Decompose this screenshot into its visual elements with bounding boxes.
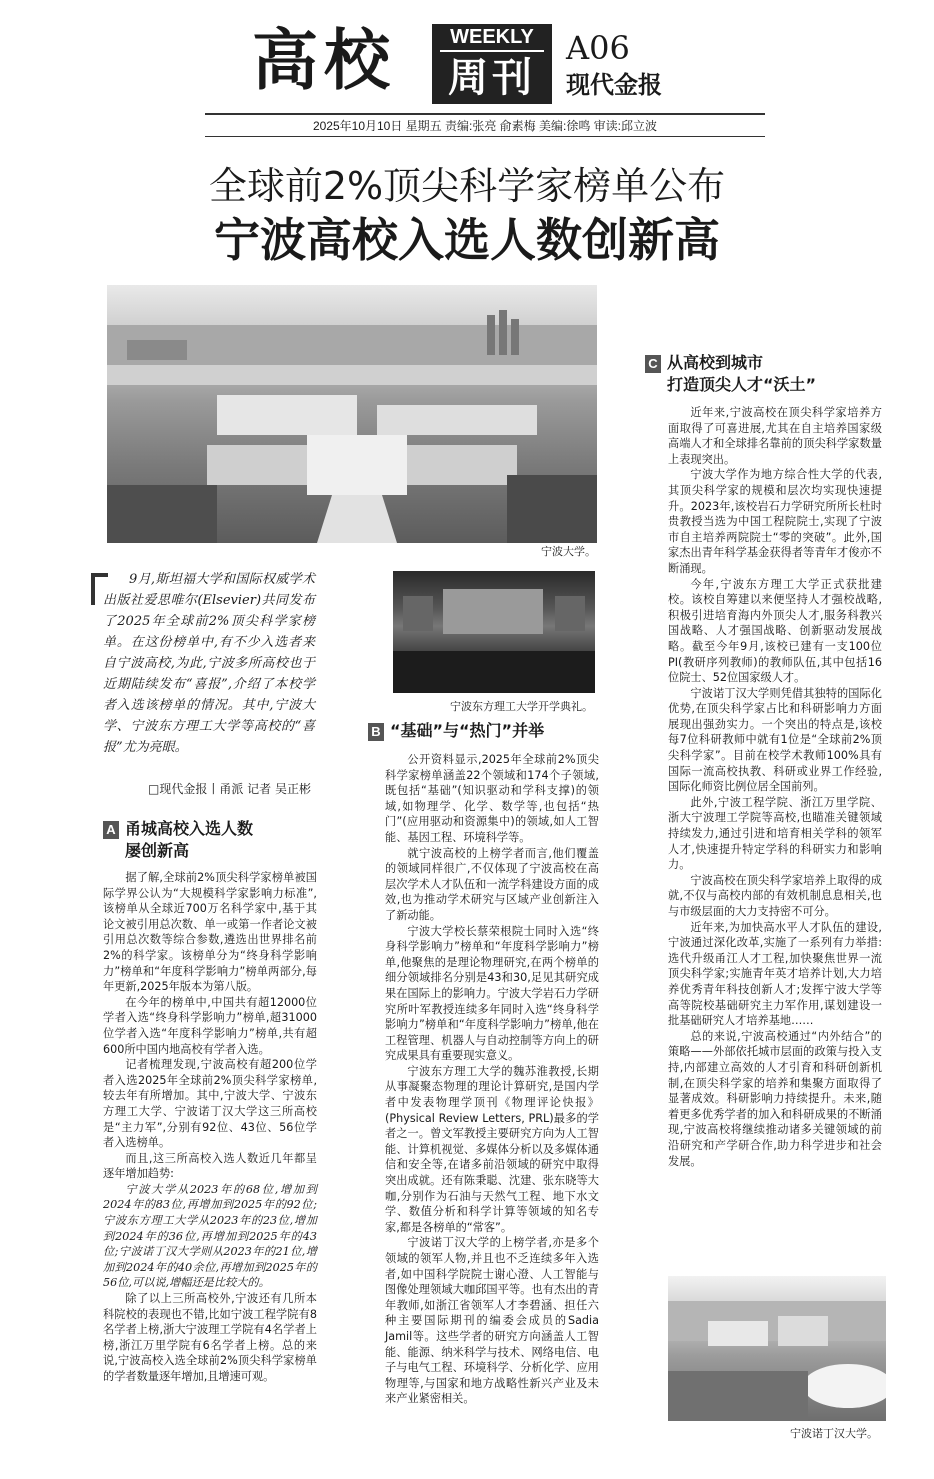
weekly-cn-label: 周刊 xyxy=(448,54,536,101)
section-b-letter: B xyxy=(368,723,384,741)
section-b-paragraph: 宁波东方理工大学的魏苏淮教授,长期从事凝聚态物理的理论计算研究,是国内学者中发表物理学顶刊《物理评论快报》(Physical Review Letters, PRL)最多的学者之一。曾文军教授主要研究方向为人工智能、计算机视觉、多媒体分析以及多媒体通信和安全等,在诸多前沿领域的研究中取得突出成就。还有陈秉聪、沈建、张东晓等大咖,分别作为石油与天然气工程、地下水文学、数值分析和科学计算等领域的知名专家,都是各榜单的“常客”。 xyxy=(385,1064,599,1234)
section-a-title-1: 甬城高校入选人数 xyxy=(125,819,254,838)
divider xyxy=(205,113,765,115)
section-a-letter: A xyxy=(103,821,119,839)
section-a-paragraph: 记者梳理发现,宁波高校有超200位学者入选2025年全球前2%顶尖科学家榜单,较去年有所增加。其中,宁波大学、宁波东方理工大学、宁波诺丁汉大学这三所高校是“主力军”,分别有92位、43位、56位学者入选榜单。 xyxy=(103,1058,317,1150)
lead-paragraph: 9月,斯坦福大学和国际权威学术出版社爱思唯尔(Elsevier)共同发布了2025年全球前2%顶尖科学家榜单。在这份榜单中,有不少入选者来自宁波高校,为此,宁波多所高校也于近期陆续发布“喜报”,介绍了本校学者入选该榜单的情况。其中,宁波大学、宁波东方理工大学等高校的“喜报”尤为亮眼。 xyxy=(103,572,315,755)
masthead-title: 高校 xyxy=(252,21,396,99)
main-photo-caption: 宁波大学。 xyxy=(541,545,596,558)
section-c-paragraph: 宁波诺丁汉大学则凭借其独特的国际化优势,在顶尖科学家占比和科研影响力方面展现出强劲实力。一个突出的特点是,该校每7位科研教师中就有1位是“全球前2%顶尖科学家”。目前在校学术教师100%具有国际一流高校执教、科研或业界工作经验,国际化师资比例位居全国前列。 xyxy=(668,686,882,794)
headline-subtitle: 全球前2%顶尖科学家榜单公布 xyxy=(208,164,726,208)
section-c-paragraph: 今年,宁波东方理工大学正式获批建校。该校自筹建以来便坚持人才强校战略,积极引进培育海内外顶尖人才,服务科教兴国战略、人才强国战略、创新驱动发展战略。截至今年9月,该校已建有一支100位PI(教研序列教师)的教师队伍,其中包括16位院士、52位国家级人才。 xyxy=(668,577,882,685)
section-a-paragraph: 在今年的榜单中,中国共有超12000位学者入选“终身科学影响力”榜单,超31000位学者入选“年度科学影响力”榜单,共有超600所中国内地高校有学者入选。 xyxy=(103,995,317,1056)
section-c-paragraph: 此外,宁波工程学院、浙江万里学院、浙大宁波理工学院等高校,也瞄准关键领域持续发力,通过引进和培育相关学科的领军人才,快速提升特定学科的科研实力和影响力。 xyxy=(668,795,882,872)
ningbo-university-photo xyxy=(107,285,597,543)
campus-illustration xyxy=(668,1276,886,1421)
section-c-paragraph: 宁波高校在顶尖科学家培养上取得的成就,不仅与高校内部的有效机制息息相关,也与市级层面的大力支持密不可分。 xyxy=(668,873,882,918)
campus-aerial-illustration xyxy=(107,285,597,543)
page-number: A06 xyxy=(566,29,630,67)
divider xyxy=(205,136,765,137)
section-b-title: “基础”与“热门”并举 xyxy=(390,721,545,740)
section-c-paragraph: 近年来,宁波高校在顶尖科学家培养方面取得了可喜进展,尤其在自主培养国家级高端人才和全球排名靠前的顶尖科学家数量上表现突出。 xyxy=(668,406,882,466)
section-c-heading xyxy=(645,352,885,396)
stage-photo-caption: 宁波东方理工大学开学典礼。 xyxy=(450,700,593,713)
stage-illustration xyxy=(393,571,595,693)
section-b-paragraph: 宁波大学校长蔡荣根院士同时入选“终身科学影响力”榜单和“年度科学影响力”榜单,他聚焦的是理论物理研究,在两个榜单的细分领域排名分别是43和30,足见其研究成果在国际上的影响力。宁波大学岩石力学研究所叶军教授连续多年同时入选“终身科学影响力”榜单和“年度科学影响力”榜单,他在工程管理、机器人与自动控制等方向上的研究成果具有重要现实意义。 xyxy=(385,924,599,1063)
section-c-letter: C xyxy=(645,355,661,373)
section-a-italic-paragraph: 宁波大学从2023年的68位,增加到2024年的83位,再增加到2025年的92位;宁波东方理工大学从2023年的23位,增加到2024年的36位,再增加到2025年的43位;宁波诺丁汉大学则从2023年的21位,增加到2024年的40余位,再增加到2025年的56位,可以说,增幅还是比较大的。 xyxy=(103,1182,317,1290)
section-c-paragraph: 近年来,为加快高水平人才队伍的建设,宁波通过深化改革,实施了一系列有力举措:选代升级甬江人才工程,加快聚焦世界一流顶尖科学家;实施青年英才培养计划,大力培养优秀青年科技创新人才;发挥宁波大学等高等院校基础研究主力军作用,谋划建设一批基础研究人才培养基地…… xyxy=(668,920,882,1028)
section-b-paragraph: 宁波诺丁汉大学的上榜学者,亦是多个领域的领军人物,并且也不乏连续多年入选者,如中国科学院院士谢心澄、人工智能与图像处理领域大咖邱国平等。也有杰出的青年教师,如浙江省领军人才李碧涵、担任六种主要国际期刊的编委会成员的Sadia Jamil等。这些学者的研究方向涵盖人工智能、能源、纳米科学与技术、网络电信、电子与电气工程、环境科学、分析化学、应用物理等,与国家和地方战略性新兴产业及未来产业紧密相关。 xyxy=(385,1236,599,1406)
headline-title: 宁波高校入选人数创新高 xyxy=(214,213,720,267)
section-a-body xyxy=(103,870,317,1385)
issue-info: 2025年10月10日 星期五 责编:张亮 俞素梅 美编:徐鸣 审读:邱立波 xyxy=(312,119,658,133)
section-a-paragraph: 据了解,全球前2%顶尖科学家榜单被国际学界公认为“大规模科学家影响力标准”,该榜单从全球近700万名科学家中,基于其论文被引用总次数、单一或第一作者论文被引用总次数等综合参数,遴选出世界排名前2%的科学家。该榜单分为“终身科学影响力”榜单和“年度科学影响力”榜单两部分,每年更新,2025年版本为第八版。 xyxy=(103,871,317,994)
opening-ceremony-photo xyxy=(393,571,595,693)
section-c-title-2: 打造顶尖人才“沃土” xyxy=(667,375,817,394)
section-b-heading xyxy=(368,720,598,742)
section-a-title-2: 屡创新高 xyxy=(125,841,190,860)
weekly-badge xyxy=(432,24,552,104)
campus-photo-caption: 宁波诺丁汉大学。 xyxy=(790,1427,878,1440)
paper-name: 现代金报 xyxy=(566,70,662,99)
section-a-paragraph: 而且,这三所高校入选人数近几年都呈逐年增加趋势: xyxy=(103,1151,317,1181)
section-b-paragraph: 公开资料显示,2025年全球前2%顶尖科学家榜单涵盖22个领域和174个子领域,既包括“基础”(知识驱动和学科支撑)的领域,如物理学、化学、数学等,也包括“热门”(应用驱动和资源集中)的领域,如人工智能、基因工程、环境科学等。 xyxy=(385,753,599,844)
section-c-paragraph: 宁波大学作为地方综合性大学的代表,其顶尖科学家的规模和层次均实现快速提升。2023年,该校岩石力学研究所所长杜时贵教授当选为中国工程院院士,实现了宁波市自主培养两院院士“零的突破”。此外,国家杰出青年科学基金获得者等青年才俊亦不断涌现。 xyxy=(668,468,882,575)
section-c-body xyxy=(668,405,882,1169)
section-c-paragraph: 总的来说,宁波高校通过“内外结合”的策略——外部依托城市层面的政策与投入支持,内部建立高效的人才引育和科研创新机制,在顶尖科学家的培养和集聚方面取得了显著成效。科研影响力持续提升。未来,随着更多优秀学者的加入和科研成果的不断涌现,宁波高校将继续推动诸多关键领域的前沿研究和产学研合作,助力科学进步和社会发展。 xyxy=(668,1029,882,1168)
section-c-title-1: 从高校到城市 xyxy=(667,353,764,372)
section-b-paragraph: 就宁波高校的上榜学者而言,他们覆盖的领域同样很广,不仅体现了宁波高校在高层次学术人才队伍和一流学科建设方面的成效,也为推动学术研究与区域产业创新注入了新动能。 xyxy=(385,846,599,922)
weekly-en-label: WEEKLY xyxy=(440,24,544,52)
nottingham-campus-photo xyxy=(668,1276,886,1421)
byline: □现代金报丨甬派 记者 吴正彬 xyxy=(148,782,311,796)
section-a-paragraph: 除了以上三所高校外,宁波还有几所本科院校的表现也不错,比如宁波工程学院有8名学者上榜,浙大宁波理工学院有4名学者上榜,浙江万里学院有6名学者上榜。总的来说,宁波高校入选全球前2%顶尖科学家榜单的学者数量逐年增加,且增速可观。 xyxy=(103,1292,317,1383)
section-a-heading xyxy=(103,818,315,862)
section-b-body xyxy=(385,752,599,1407)
